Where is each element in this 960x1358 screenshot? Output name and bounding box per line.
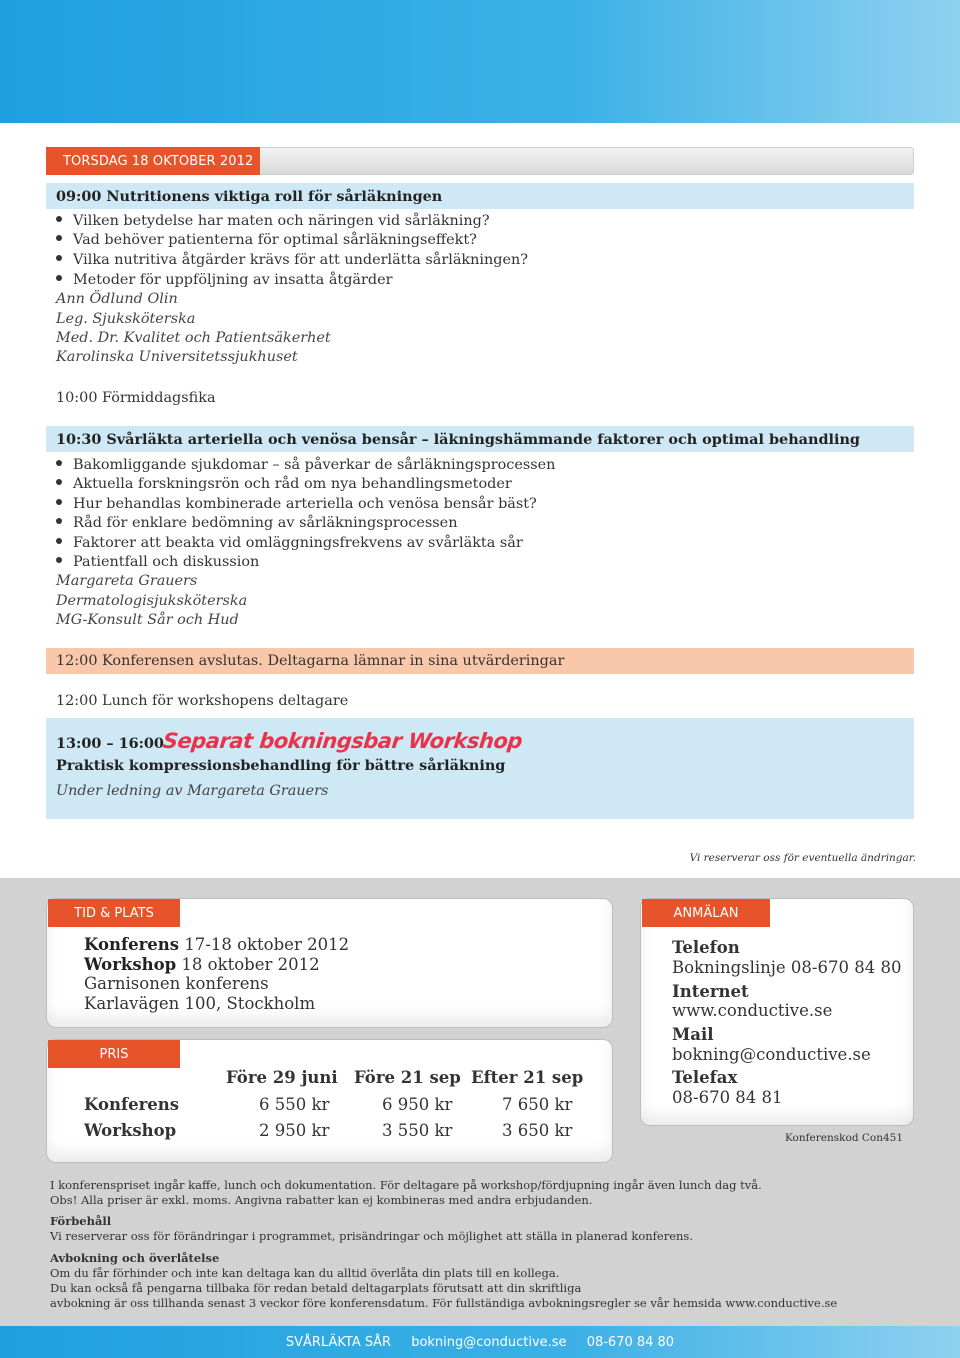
speaker-affiliation: MG-Konsult Sår och Hud (56, 612, 239, 628)
pris-tab: PRIS (48, 1040, 180, 1068)
contact-label: Mail (672, 1025, 714, 1044)
day-header (46, 147, 914, 175)
reserve-note: Vi reserverar oss för eventuella ändringar. (689, 852, 916, 864)
price-cell: 6 550 kr (259, 1095, 330, 1114)
speaker-title: Dermatologisjuksköterska (56, 593, 248, 609)
list-item: Metoder för uppföljning av insatta åtgärder (56, 272, 392, 288)
list-item: Patientfall och diskussion (56, 554, 259, 570)
anmalan-tab: ANMÄLAN (642, 899, 770, 927)
contact-value: 08-670 84 81 (672, 1088, 783, 1107)
session-1-title: 09:00 Nutritionens viktiga roll för sårläkningen (56, 188, 443, 205)
price-cell: 3 650 kr (502, 1121, 573, 1140)
speaker-title: Med. Dr. Kvalitet och Patientsäkerhet (56, 330, 331, 346)
price-column-header: Efter 21 sep (471, 1068, 584, 1087)
venue: Garnisonen konferens (84, 974, 269, 993)
workshop-leader: Under ledning av Margareta Grauers (56, 783, 329, 799)
price-cell: 3 550 kr (382, 1121, 453, 1140)
session-2-title: 10:30 Svårläkta arteriella och venösa bensår – läkningshämmande faktorer och optimal behandling (56, 431, 860, 448)
close-text: 12:00 Konferensen avslutas. Deltagarna lämnar in sina utvärderingar (56, 653, 565, 669)
lunch-text: 12:00 Lunch för workshopens deltagare (56, 693, 349, 709)
list-item: Bakomliggande sjukdomar – så påverkar de sårläkningsprocessen (56, 457, 555, 473)
note-line: Obs! Alla priser är exkl. moms. Angivna rabatter kan ej kombineras med andra erbjudanden. (50, 1193, 593, 1207)
contact-label: Internet (672, 982, 749, 1001)
price-column-header: Före 21 sep (354, 1068, 461, 1087)
list-item: Hur behandlas kombinerade arteriella och venösa bensår bäst? (56, 496, 537, 512)
list-item: Vilken betydelse har maten och näringen vid sårläkning? (56, 213, 490, 229)
footer-phone: 08-670 84 80 (586, 1335, 675, 1350)
speaker-name: Ann Ödlund Olin (56, 291, 178, 307)
speaker-affiliation: Karolinska Universitetssjukhuset (56, 349, 298, 365)
header-band (0, 0, 960, 123)
price-row-label: Konferens (84, 1095, 180, 1114)
contact-value: Bokningslinje 08-670 84 80 (672, 958, 902, 977)
website-link[interactable]: www.conductive.se (672, 1001, 833, 1020)
price-row-label: Workshop (84, 1121, 177, 1140)
workshop-time: 13:00 – 16:00 (56, 735, 164, 752)
price-cell: 7 650 kr (502, 1095, 573, 1114)
list-item: Aktuella forskningsrön och råd om nya behandlingsmetoder (56, 476, 512, 492)
fika: 10:00 Förmiddagsfika (56, 390, 216, 406)
speaker-title: Leg. Sjuksköterska (56, 311, 196, 327)
price-cell: 2 950 kr (259, 1121, 330, 1140)
price-cell: 6 950 kr (382, 1095, 453, 1114)
workshop-date: Workshop 18 oktober 2012 (84, 955, 320, 974)
workshop-title: Praktisk kompressionsbehandling för bättre sårläkning (56, 757, 506, 774)
day-label: TORSDAG 18 OKTOBER 2012 (46, 147, 260, 175)
list-item: Vad behöver patienterna för optimal sårläkningseffekt? (56, 232, 477, 248)
workshop-script-label: Separat bokningsbar Workshop (161, 729, 524, 753)
price-column-header: Före 29 juni (226, 1068, 338, 1087)
forbehall-heading: Förbehåll (50, 1214, 112, 1228)
konferens-date: Konferens 17-18 oktober 2012 (84, 935, 350, 954)
avbokning-text: avbokning är oss tillhanda senast 3 veckor före konferensdatum. För fullständiga avbokningsregler se vår hemsida www.conductive.se (50, 1296, 838, 1310)
contact-label: Telefon (672, 938, 740, 957)
note-line: I konferenspriset ingår kaffe, lunch och dokumentation. För deltagare på workshop/fördjupning ingår även lunch dag två. (50, 1178, 762, 1192)
list-item: Råd för enklare bedömning av sårläkningsprocessen (56, 515, 457, 531)
footer-email[interactable]: bokning@conductive.se (411, 1335, 567, 1350)
list-item: Faktorer att beakta vid omläggningsfrekvens av svårläkta sår (56, 535, 523, 551)
tid-plats-tab: TID & PLATS (48, 899, 180, 927)
forbehall-text: Vi reserverar oss för förändringar i programmet, prisändringar och möjlighet att ställa in planerad konferens. (50, 1229, 693, 1243)
email-link[interactable]: bokning@conductive.se (672, 1045, 871, 1064)
avbokning-text: Du kan också få pengarna tillbaka för redan betald deltagarplats förutsatt att din skriftliga (50, 1281, 582, 1295)
avbokning-heading: Avbokning och överlåtelse (50, 1251, 220, 1265)
avbokning-text: Om du får förhinder och inte kan deltaga kan du alltid överlåta din plats till en kollega. (50, 1266, 560, 1280)
speaker-name: Margareta Grauers (56, 573, 198, 589)
contact-label: Telefax (672, 1068, 738, 1087)
footer (0, 1335, 960, 1350)
footer-brand: SVÅRLÄKTA SÅR (285, 1335, 392, 1350)
address: Karlavägen 100, Stockholm (84, 994, 316, 1013)
list-item: Vilka nutritiva åtgärder krävs för att underlätta sårläkningen? (56, 252, 528, 268)
conference-code: Konferenskod Con451 (785, 1132, 904, 1144)
